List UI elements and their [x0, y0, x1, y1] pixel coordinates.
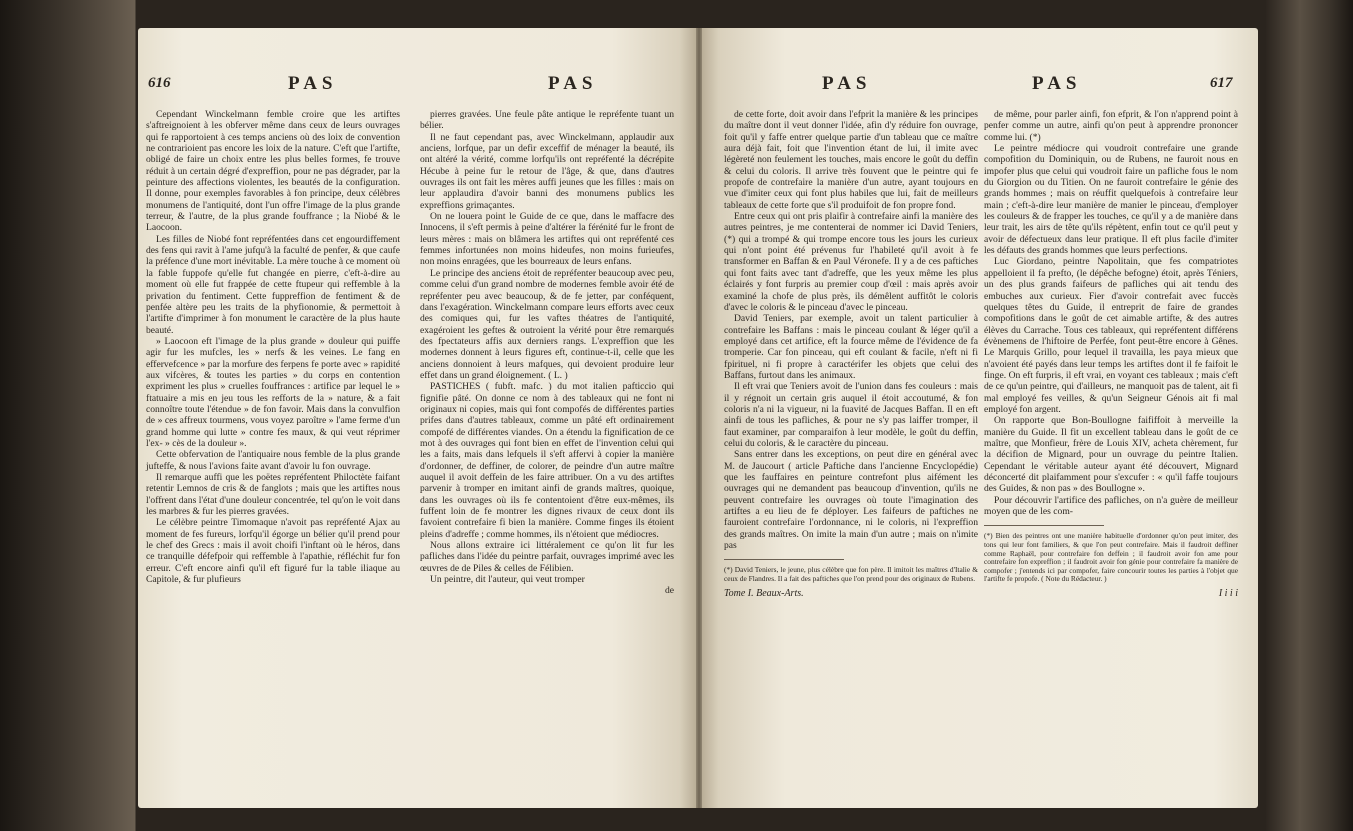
paragraph: On rapporte que Bon-Boullogne faififfoit à merveille la manière du Guide. Il fit un excellent tableau dans le goût de ce maître, que Monfieur, frère de Louis XIV, acheta chèrement, fur la décifion de Mignard, pour un ouvrage du peintre Italien. Cependant le véritable auteur ayant été découvert, Mignard déconcerté dit plaifamment pour s'excufer : « qu'il faffe toujours des Guides, & non pas » des Boullogne ».: [984, 415, 1238, 495]
paragraph: pierres gravées. Une feule pâte antique le repréfente tuant un bélier.: [420, 109, 674, 132]
paragraph: Le célèbre peintre Timomaque n'avoit pas repréfenté Ajax au moment de fes fureurs, lorfqu'il égorge un bélier qu'il prend pour le chef des Grecs : mais il avoit choifi l'inftant où le héros, dans ce tranquille défefpoir qui reffemble à l'apathie, réfléchit fur fon erreur. C'eft encore ainfi qu'il eft figuré fur la table iliaque au Capitole, & fur plufieurs: [146, 517, 400, 586]
paragraph: Il eft vrai que Teniers avoit de l'union dans fes couleurs : mais il y régnoit un certain gris auquel il étoit accoutumé, & fon coloris n'a ni la vigueur, ni la fuavité de Jacques Baffan. Il en eft ainfi de tous les pafliches, & pour ne s'y pas laiffer tromper, il faut examiner, par comparaifon à leur modèle, le goût du deffin, celui du coloris, & le caractère du pinceau.: [724, 381, 978, 449]
running-head-left-col1: PAS: [288, 73, 338, 94]
paragraph: Entre ceux qui ont pris plaifir à contrefaire ainfi la manière des autres peintres, je me contenterai de nommer ici David Teniers, (*) qui a trompé & qui trompe encore tous les jours les curieux qui n'ont point été prévenus fur l'habileté qu'il avoit à fe transformer en Baffan & en Paul Véronefe. Il y a de ces paftiches qui font faits avec tant d'adreffe, que les yeux même les plus éclairés y font furpris au premier coup d'œil : mais après avoir examiné la chofe de plus près, ils démêlent auffitôt le coloris d'avec le coloris & le pinceau d'avec le pinceau.: [724, 211, 978, 313]
paragraph: On ne louera point le Guide de ce que, dans le maffacre des Innocens, il s'eft permis à peine d'altérer la férénité fur le front de leurs mères : mais on blâmera les artiftes qui ont repréfenté ces femmes infortunées non moins hideufes, non moins furieufes, non moins enragées, que les bourreaux de leurs enfans.: [420, 211, 674, 268]
left-page-column-1: [146, 109, 400, 585]
right-page-column-2: [984, 109, 1238, 599]
running-head-left-col2: PAS: [548, 73, 598, 94]
paragraph: Pour découvrir l'artifice des pafliches, on n'a guère de meilleur moyen que de les com-: [984, 494, 1238, 518]
footnote-rule: [724, 559, 844, 560]
page-number-right: 617: [1210, 75, 1233, 91]
running-head-right-col1: PAS: [822, 73, 872, 94]
right-page-column-1: [724, 109, 978, 599]
page-number-left: 616: [148, 75, 171, 91]
paragraph: Cependant Winckelmann femble croire que les artiftes s'aftreignoient à les obferver même dans ceux de leurs ouvrages qui fe rapportoient à ces temps anciens où des loix de convention ne contrarioient pas encore les loix de la nature. C'eft que l'artifte, obligé de faire un choix entre les plus belles formes, fe trouve réduit à un certain dégré d'expreffion, pour ne pas dégrader, par la peinture des affections violentes, les beautés de la configuration. Il donne, pour exemples favorables à fon principe, deux célèbres monumens de l'antiquité, dont l'un offre l'image de la plus grande terreur, & l'autre, de la plus grande fouffrance ; la Niobé & le Laocoon.: [146, 109, 400, 234]
left-page-column-2: [420, 109, 674, 597]
paragraph: Nous allons extraire ici littéralement ce qu'on lit fur les pafliches dans l'idée du peintre parfait, ouvrages imprimé avec les œuvres de de Piles & celles de Félibien.: [420, 540, 674, 574]
paragraph: Les filles de Niobé font repréfentées dans cet engourdiffement des fens qui ravit à l'ame jufqu'à la faculté de penfer, & que caufe la préfence d'une mort inévitable. La mère touche à ce moment où la fable fuppofe qu'elle fut changée en pierre, c'eft-à-dire au moment où elle fut frappée de cette ftupeur qui reffemble à la privation du fentiment. Cette fuppreffion de fentiment & de penfée altère peu les traits de la phyfionomie, & permettoit à l'artifte d'imprimer à fon monument le caractère de la plus haute beauté.: [146, 233, 400, 336]
paragraph: Le principe des anciens étoit de repréfenter beaucoup avec peu, comme celui d'un grand nombre de modernes femble avoir été de repréfenter peu avec beaucoup, & de fe jetter, par conféquent, dans l'exagération. Winckelmann compare leurs efforts avec ceux des comiques qui, fur les vaftes théatres de l'antiquité, exagéroient les geftes & outroient la vérité pour être remarqués des fpectateurs affis aux derniers rangs. L'expreffion que les modernes donnent à leurs figures eft, continue-t-il, celle que les anciens donnoient à leurs mafques, qui devoient produire leur effet dans un grand éloignement. ( L. ): [420, 267, 674, 381]
paragraph: Sans entrer dans les exceptions, on peut dire en général avec M. de Jaucourt ( article Paftiche dans l'ancienne Encyclopédie) que les fauffaires en peinture contrefont plus aifément les ouvrages qui ne demandent pas beaucoup d'invention, qu'ils ne peuvent contrefaire les ouvrages où toute l'imagination des artiftes a eu lieu de fe déployer. Les faifeurs de paftiches ne fauroient contrefaire l'ordonnance, ni le coloris, ni l'expreffion des grands maîtres. On imite la main d'un autre ; mais on n'imite pas: [724, 449, 978, 552]
paragraph: Luc Giordano, peintre Napolitain, que fes compatriotes appelloient il fa prefto, (le dépêche befogne) étoit, après Téniers, un des plus grands faifeurs de pafliches qui ait tendu des embuches aux curieux. Fier d'avoir contrefait avec fuccès quelques têtes du Guide, il entreprit de faire de grandes compofitions dans le goût de cet aimable artifte, & des autres élèves du Carrache. Tous ces tableaux, qui repréfentent différens évènemens de l'hiftoire de Perfée, font peut-être encore à Gênes. Le Marquis Grillo, pour lequel il travailla, les paya mieux que n'avoient été payés dans leur temps les artiftes dont il fe faifoit le finge. On eft furpris, il eft vrai, en voyant ces tableaux ; mais c'eft de ce qu'un peintre, qui d'ailleurs, ne manquoit pas de talent, ait fi mal employé fes veilles, & qu'un Seigneur Génois ait fi mal employé fon argent.: [984, 256, 1238, 415]
paragraph: David Teniers, par exemple, avoit un talent particulier à contrefaire les Baffans : mais le pinceau coulant & léger qu'il a employé dans cet artifice, eft la fource même de l'évidence de fa tromperie. Car fon pinceau, qui eft coulant & facile, n'eft ni fi fpirituel, ni fi propre à caractérifer les objets que celui des Baffans, furtout dans les animaux.: [724, 313, 978, 381]
right-page: [702, 28, 1258, 808]
footnote-rule: [984, 525, 1104, 526]
paragraph: Cette obfervation de l'antiquaire nous femble de la plus grande jufteffe, & nous l'avions faite avant d'avoir lu fon ouvrage.: [146, 449, 400, 472]
paragraph: Un peintre, dit l'auteur, qui veut tromper: [430, 574, 585, 586]
gathering-signature: I i i i: [1218, 587, 1238, 599]
running-head-right-col2: PAS: [1032, 73, 1082, 94]
paragraph: de cette forte, doit avoir dans l'efprit la manière & les principes du maître dont il veut donner l'idée, afin d'y réduire fon ouvrage, foit qu'il y faffe entrer quelque partie d'un tableau que ce maître aura déjà fait, foit que l'invention étant de lui, il imite avec légèreté non feulement les touches, mais encore le goût du deffin & celui du coloris. Il arrive très fouvent que le peintre qui fe propofe de contrefaire la manière d'un autre, ayant toujours en vue d'imiter ceux qui font plus habiles que lui, fait de meilleurs tableaux de cette forte que s'il produifoit de fon propre fond.: [724, 109, 978, 211]
catchword: de: [664, 585, 674, 597]
paragraph: Le peintre médiocre qui voudroit contrefaire une grande compofition du Dominiquin, ou de Rubens, ne fauroit nous en impofer plus que celui qui voudroit faire un pafliche fous le nom du Giorgion ou du Titien. On ne fauroit contrefaire le génie des grands hommes ; mais on réuffit quelquefois à contrefaire leur main ; c'eft-à-dire leur manière de manier le pinceau, d'employer les couleurs & de frapper les touches, ce qu'il y a de manière dans leur trait, les airs de tête qu'ils répètent, enfin tout ce qu'il peut y avoir de défectueux dans leur pratique. Il eft plus facile d'imiter les défauts des grands hommes que leurs perfections.: [984, 143, 1238, 257]
volume-signature: Tome I. Beaux-Arts.: [724, 587, 804, 599]
left-page: [138, 28, 696, 808]
footnote: (*) Bien des peintres ont une manière habituelle d'ordonner qu'on peut imiter, des tons qui leur font familiers, & que l'on peut contrefaire. Mais il faudroit deffiner comme Raphaël, pour contrefaire fon deffein ; il faudroit avoir fon ame pour contrefaire fon expreffion ; il faudroit avoir fon génie pour contrefaire fa manière de compofer ; j'entends ici par compofer, faire concourir toutes les parties à l'objet que l'artifte fe propofe. ( Note du Rédacteur. ): [984, 531, 1238, 584]
paragraph: de même, pour parler ainfi, fon efprit, & l'on n'apprend point à penfer comme un autre, ainfi qu'on peut à apprendre prononcer comme lui. (*): [984, 109, 1238, 143]
quotation: » Laocoon eft l'image de la plus grande » douleur qui puiffe agir fur les mufcles, les » nerfs & les veines. Le fang en effervefcence » par la morfure des ferpens fe porte avec » rapidité aux vifcères, & toutes les parties » du corps en contention expriment les plus » cruelles fouffrances : artifice par lequel le » ftatuaire a mis en jeu tous les refforts de la » nature, & a fait connoître toute l'étendue » de fon favoir. Mais dans la convulfion de » ces affreux tourmens, vous voyez paroître » l'ame ferme d'un grand homme qui lutte » contre fes maux, & qui veut réprimer l'ex- » cès de la douleur ».: [146, 335, 400, 449]
entry-pastiches: PASTICHES ( fubft. mafc. ) du mot italien pafticcio qui fignifie pâté. On donne ce nom à des tableaux qui ne font ni originaux ni copies, mais qui font compofés de différentes parties prifes dans d'autres tableaux, comme un pâté eft ordinairement compofé de différentes viandes. On a étendu la fignification de ce mot à des ouvrages qui font bien en effet de l'invention celui qui les a faits, mais dans lefquels il s'eft affervi à copier la manière d'ordonner, de deffiner, de colorer, de peindre d'un autre maître auquel il avoit deffein de les faire attribuer. On a vu des artiftes parvenir à tromper en imitant ainfi de grands maîtres, quoique, dans les ouvrages où ils fe contentoient d'être eux-mêmes, ils fuffent loin de fe montrer les dignes rivaux de ceux dont ils favoient contrefaire fi bien la manière. Comme finges ils étoient pleins d'adreffe ; comme hommes, ils n'étoient que médiocres.: [420, 381, 674, 540]
paragraph: Il remarque auffi que les poëtes repréfentent Philoctète faifant retentir Lemnos de cris & de fanglots ; mais que les artiftes nous l'offrent dans l'état d'une douleur concentrée, tel qu'on le voit dans les marbres & fur les pierres gravées.: [146, 472, 400, 518]
paragraph: Il ne faut cependant pas, avec Winckelmann, applaudir aux anciens, lorfque, par un defir exceffif de ménager la beauté, ils ont altéré la vérité, comme lorfqu'ils ont repréfenté la décrépite Hécube à peine fur le retour de l'âge, & que, dans d'autres ouvrages ils ont fait les mères auffi jeunes que les filles : mais on leur applaudira d'avoir banni des monumens publics les expreffions grimaçantes.: [420, 131, 674, 211]
footnote: (*) David Teniers, le jeune, plus célèbre que fon père. Il imitoit les maîtres d'Italie & ceux de Flandres. Il a fait des paftiches que l'on prend pour des originaux de Rubens.: [724, 565, 978, 583]
